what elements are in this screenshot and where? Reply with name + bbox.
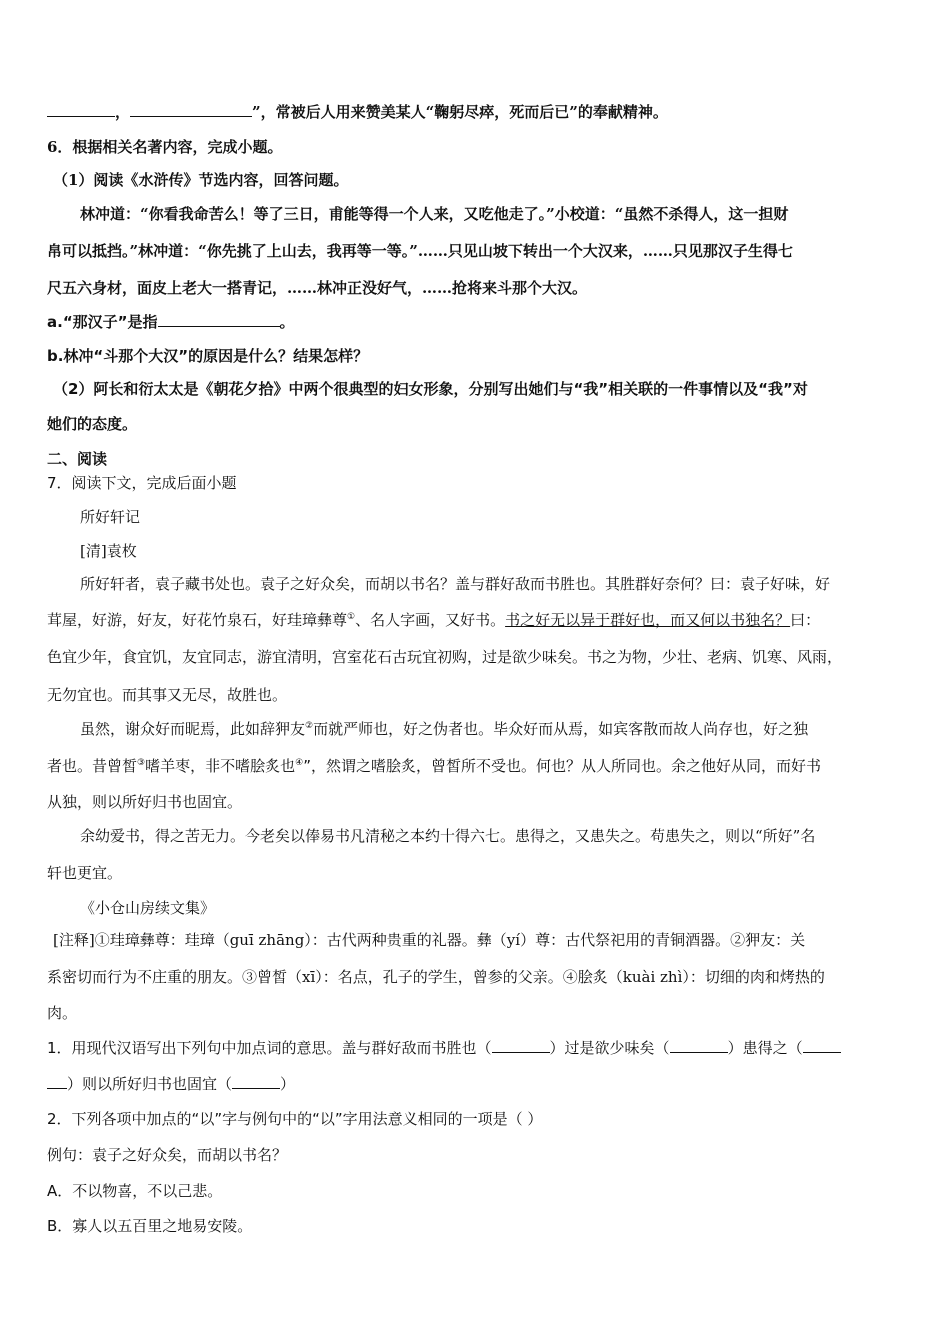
q6-question-a: a.“那汉子”是指 。 [47,313,295,331]
para2-text: 嗜羊枣，非不嗜脍炙也 [145,757,296,775]
sub2-question: 2．下列各项中加点的“以”字与例句中的“以”字用法意义相同的一项是（ ） [47,1110,543,1128]
para2-text: 而就严师也，好之伪者也。毕众好而从焉，如宾客散而故人尚存也，好之独 [313,720,809,738]
option-b[interactable]: B．寡人以五百里之地易安陵。 [47,1217,253,1235]
para1-text: 茸屋，好游，好友，好花竹泉石，好珪璋彝尊 [47,611,348,629]
q6-part2-line-2: 她们的态度。 [47,415,138,433]
sub1-text: 1．用现代汉语写出下列句中加点词的意思。盖与群好敌而书胜也（ [47,1039,492,1057]
answer-blank[interactable] [670,1037,728,1053]
sub1-line-2 [47,1073,295,1095]
section-heading: 二、阅读 [47,450,108,468]
answer-blank[interactable] [47,101,115,117]
para1-line-1: 所好轩者，袁子藏书处也。袁子之好众矣，而胡以书名？盖与群好敌而书胜也。其胜群好奈何？曰：袁子好味，好 [80,575,831,593]
para1-text: 曰： [790,611,821,629]
q6-part1-title: （1）阅读《水浒传》节选内容，回答问题。 [53,171,349,189]
sub1-text: ）过是欲少味矣（ [549,1039,670,1057]
answer-blank[interactable] [803,1037,841,1053]
essay-title: 所好轩记 [80,508,141,526]
excerpt-line-3: 尺五六身材，面皮上老大一搭青记，……林冲正没好气，……抢将来斗那个大汉。 [47,279,588,297]
answer-blank[interactable] [232,1073,280,1089]
notes-line-3: 肉。 [47,1004,78,1022]
q6-part2-line-1: （2）阿长和衍太太是《朝花夕拾》中两个很典型的妇女形象，分别写出她们与“我”相关联的一件事情以及“我”对 [53,380,808,398]
para2-line-1 [80,718,808,740]
para2-line-2 [47,755,821,777]
q5-tail-line: ， ”，常被后人用来赞美某人“鞠躬尽瘁，死而后已”的奉献精神。 [47,101,668,123]
note-mark: ① [347,612,356,622]
para1-text: 、名人字画，又好书。 [355,611,506,629]
notes-line-2: 系密切而行为不庄重的朋友。③曾皙（xī）：名点，孔子的学生，曾参的父亲。④脍炙（kuài zhì）：切细的肉和烤热的 [47,968,825,986]
notes-line-1: [注释]①珪璋彝尊：珪璋（guī zhāng）：古代两种贵重的礼器。彝（yí）尊：古代祭祀用的青铜酒器。②狎友：关 [53,931,806,949]
note-mark: ④ [295,758,304,768]
para2-text: 虽然，谢众好而昵焉，此如辞狎友 [80,720,306,738]
answer-blank[interactable] [158,311,280,327]
excerpt-line-1: 林冲道：“你看我命苦么！等了三日，甫能等得一个人来，又吃他走了。”小校道：“虽然不杀得人，这一担财 [80,205,789,223]
excerpt-line-2: 帛可以抵挡。”林冲道：“你先挑了上山去，我再等一等。”……只见山坡下转出一个大汉来，……只见那汉子生得七 [47,242,793,260]
note-mark: ② [305,721,314,731]
option-a[interactable]: A．不以物喜，不以己悲。 [47,1182,223,1200]
essay-author: [清]袁枚 [80,542,137,560]
q6-question-b: b.林冲“斗那个大汉”的原因是什么？结果怎样？ [47,347,369,365]
underlined-sentence: 书之好无以异于群好也，而又何以书独名？ [505,611,791,629]
para2-text: ”，然谓之嗜脍炙，曾皙所不受也。何也？从人所同也。余之他好从同，而好书 [303,757,821,775]
sub1-line-1 [47,1037,841,1059]
para2-text: 者也。昔曾皙 [47,757,138,775]
sub1-text: ） [280,1075,296,1093]
note-mark: ③ [137,758,146,768]
q7-heading: 7．阅读下文，完成后面小题 [47,474,237,492]
essay-source: 《小仓山房续文集》 [80,899,216,917]
para1-line-4: 无勿宜也。而其事又无尽，故胜也。 [47,686,288,704]
answer-blank[interactable] [130,101,252,117]
sub1-text: ）则以所好归书也固宜（ [67,1075,233,1093]
para1-line-2 [47,609,820,631]
sub1-text: ）患得之（ [727,1039,803,1057]
para2-line-3: 从独，则以所好归书也固宜。 [47,793,243,811]
para3-line-2: 轩也更宜。 [47,864,123,882]
answer-blank[interactable] [492,1037,550,1053]
para3-line-1: 余幼爱书，得之苦无力。今老矣以俸易书凡清秘之本约十得六七。患得之，又患失之。苟患失之，则以“所好”名 [80,827,816,845]
answer-blank[interactable] [47,1073,67,1089]
q6-question-a-text: a.“那汉子”是指 [47,313,158,331]
para1-line-3: 色宜少年，食宜饥，友宜同志，游宜清明，宫室花石古玩宜初购，过是欲少味矣。书之为物，少壮、老病、饥寒、风雨， [47,648,843,666]
sub2-example: 例句：袁子之好众矣，而胡以书名？ [47,1146,288,1164]
q6-heading: 6．根据相关名著内容，完成小题。 [47,138,283,156]
q5-tail-text: ”，常被后人用来赞美某人“鞠躬尽瘁，死而后已”的奉献精神。 [252,103,668,121]
